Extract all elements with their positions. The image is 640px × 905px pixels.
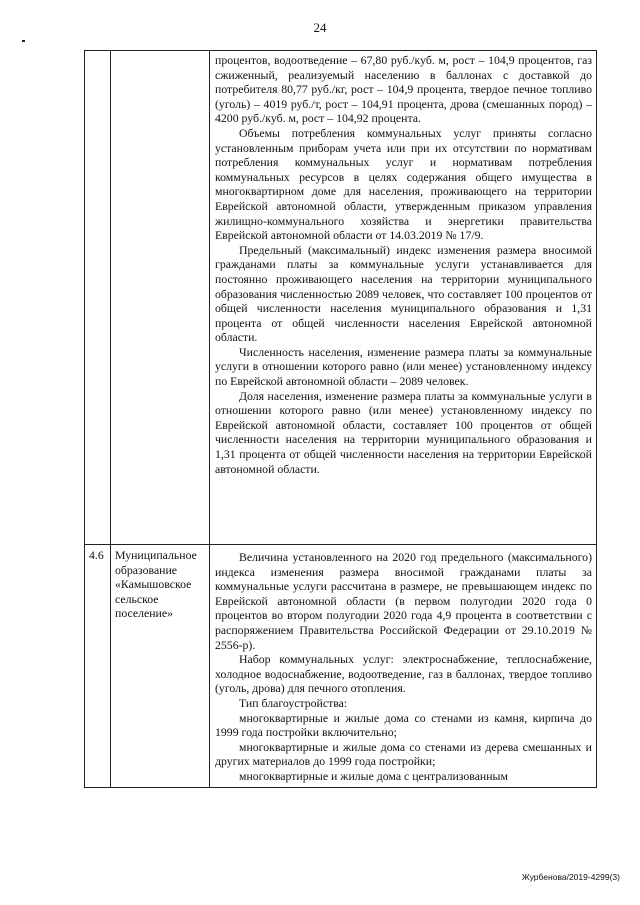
page-number: 24 (313, 20, 327, 35)
municipality-name (111, 51, 210, 545)
row-description (210, 51, 597, 545)
paragraph: Предельный (максимальный) индекс изменения размера вносимой гражданами платы за коммунальные услуги устанавливается для постоянно проживающего населения на территории муниципального образования численностью 2089 человек, что составляет 100 процентов от общей численности населения муниципального образования и 1,31 процента от общей численности населения Еврейской автономной области. (215, 242, 592, 345)
regulation-table (84, 50, 597, 788)
municipality-name: Муниципальное образование «Камышовское сельское поселение» (111, 545, 210, 788)
paragraph: многоквартирные и жилые дома с централизованным (239, 768, 508, 783)
paragraph: Величина установленного на 2020 год предельного (максимального) индекса изменения размера вносимой гражданами платы за коммунальные услуги рассчитана в размере, не превышающем индекс по Еврейской автономной области (в первом полугодии 2020 года 0 процентов во втором полугодии 2020 года 4,9 процента в соответствии с распоряжением Правительства Российской Федерации от 29.10.2019 № 2556-р). (215, 550, 592, 652)
paragraph: Объемы потребления коммунальных услуг приняты согласно установленным приборам учета или при их отсутствии по нормативам потребления коммунальных услуг и нормативам потребления коммунальных ресурсов в целях содержания общего имущества в многоквартирном доме для населения, проживающего на территории Еврейской автономной области, утвержденным приказом управления жилищно-коммунального хозяйства и энергетики правительства Еврейской автономной области от 14.03.2019 № 17/9. (215, 125, 592, 243)
row-number: 4.6 (85, 545, 111, 788)
paragraph: Доля населения, изменение размера платы за коммунальные услуги в отношении которого равно (или менее) установленному индексу по Еврейской автономной области, составляет 100 процентов от общей численности населения на территории муниципального образования и 1,31 процента от общей численности населения на территории Еврейской автономной области. (215, 388, 592, 476)
paragraph: Набор коммунальных услуг: электроснабжение, теплоснабжение, холодное водоснабжение, водоотведение, газ в баллонах, твердое топливо (уголь, дрова) для печного отопления. (215, 652, 592, 696)
document-code: Журбенова/2019-4299(3) (521, 872, 620, 882)
table-row (85, 51, 597, 545)
paragraph: многоквартирные и жилые дома со стенами из камня, кирпича до 1999 года постройки включительно; (215, 710, 592, 740)
paragraph: Тип благоустройства: (239, 695, 348, 710)
scan-mark (22, 40, 25, 42)
paragraph: многоквартирные и жилые дома со стенами из дерева смешанных и других материалов до 1999 года постройки; (215, 739, 592, 769)
paragraph: Численность населения, изменение размера платы за коммунальные услуги в отношении которого равно (или менее) установленному индексу по Еврейской автономной области – 2089 человек. (215, 344, 592, 389)
row-description (210, 545, 597, 788)
table-row (85, 545, 597, 788)
row-number (85, 51, 111, 545)
paragraph: процентов, водоотведение – 67,80 руб./куб. м, рост – 104,9 процентов, газ сжиженный, реализуемый населению в баллонах с доставкой до потребителя 80,77 руб./кг, рост – 104,9 процента, твердое печное топливо (уголь) – 4019 руб./т, рост – 104,91 процента, дрова (смешанных пород) – 4200 руб./куб. м, рост – 104,92 процента. (215, 53, 592, 126)
